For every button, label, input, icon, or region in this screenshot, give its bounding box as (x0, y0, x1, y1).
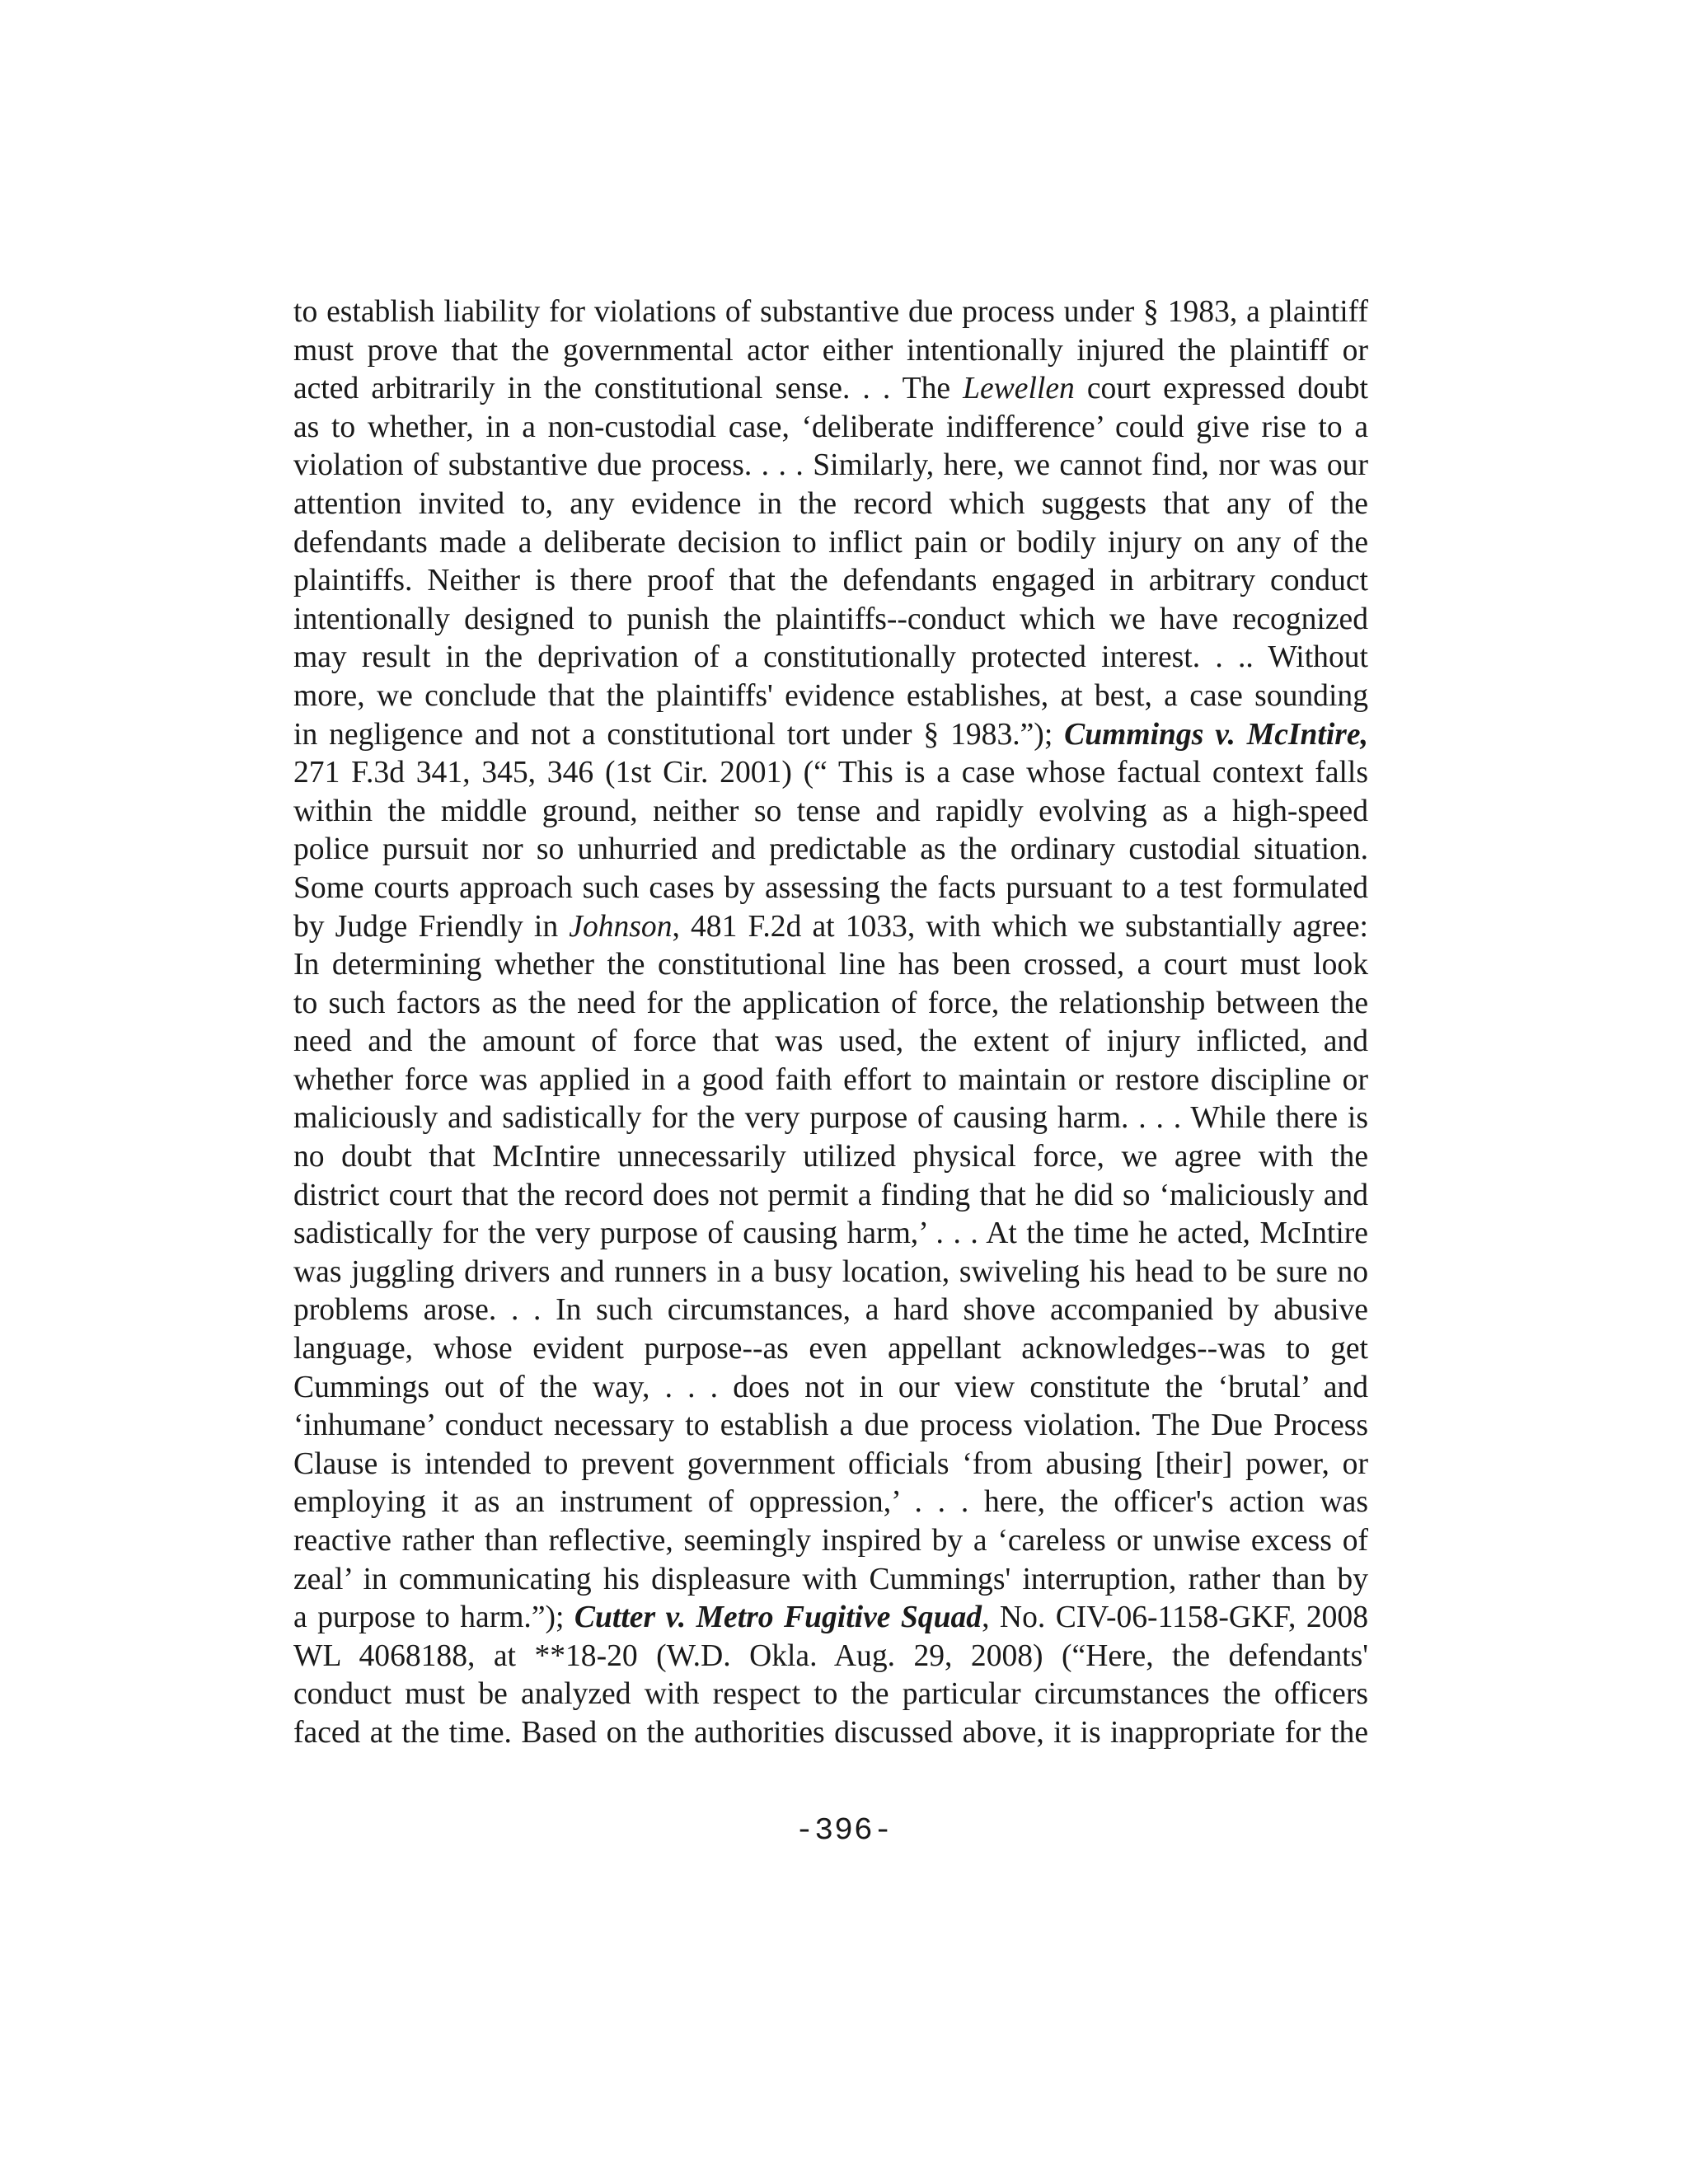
text-line (293, 370, 1368, 409)
text-run: attention invited to, any evidence in the record which suggests that any of the (293, 486, 1368, 521)
text-line (293, 908, 1368, 947)
text-line (293, 1023, 1368, 1062)
text-line (293, 1675, 1368, 1714)
text-run: by Judge Friendly in (293, 909, 570, 944)
text-run: sadistically for the very purpose of causing harm,’ . . . At the time he acted, McIntire (293, 1216, 1368, 1251)
text-run: plaintiffs. Neither is there proof that the defendants engaged in arbitrary conduct (293, 564, 1368, 598)
text-line (293, 1215, 1368, 1254)
text-run: whether force was applied in a good faith effort to maintain or restore discipline or (293, 1062, 1368, 1097)
text-run: , 481 F.2d at 1033, with which we substantially agree: (672, 909, 1368, 944)
text-line (293, 1561, 1368, 1600)
text-run: problems arose. . . In such circumstances, a hard shove accompanied by abusive (293, 1293, 1368, 1328)
text-run: must prove that the governmental actor either intentionally injured the plaintiff or (293, 333, 1368, 368)
text-line (293, 831, 1368, 869)
text-line (293, 1062, 1368, 1100)
text-run: defendants made a deliberate decision to inflict pain or bodily injury on any of the (293, 525, 1368, 560)
text-line (293, 793, 1368, 832)
text-run: as to whether, in a non-custodial case, ‘deliberate indifference’ could give rise to a (293, 410, 1368, 444)
text-run: Cummings out of the way, . . . does not in our view constitute the ‘brutal’ and (293, 1370, 1368, 1404)
text-run: court expressed doubt (1074, 372, 1368, 406)
text-run: to establish liability for violations of substantive due process under § 1983, a plaintiff (293, 295, 1368, 329)
text-line (293, 293, 1368, 332)
text-run: reactive rather than reflective, seemingly inspired by a ‘careless or unwise excess of (293, 1524, 1368, 1558)
text-line (293, 1522, 1368, 1561)
text-run: in negligence and not a constitutional tort under § 1983.”); (293, 717, 1065, 752)
text-run: maliciously and sadistically for the very purpose of causing harm. . . . While there is (293, 1101, 1368, 1136)
text-run: Some courts approach such cases by assessing the facts pursuant to a test formulated (293, 870, 1368, 905)
text-run: , No. CIV-06-1158-GKF, 2008 (982, 1601, 1369, 1635)
text-line (293, 601, 1368, 640)
text-run: district court that the record does not permit a finding that he did so ‘maliciously and (293, 1178, 1368, 1212)
text-run: zeal’ in communicating his displeasure with Cummings' interruption, rather than by (293, 1562, 1368, 1596)
text-run: Clause is intended to prevent government officials ‘from abusing [their] power, or (293, 1446, 1368, 1481)
text-run: a purpose to harm.”); (293, 1601, 574, 1635)
text-run: may result in the deprivation of a constitutionally protected interest. . .. Without (293, 640, 1368, 675)
text-line (293, 946, 1368, 985)
text-line (293, 1599, 1368, 1638)
text-run: more, we conclude that the plaintiffs' evidence establishes, at best, a case sounding (293, 678, 1368, 713)
text-run: employing it as an instrument of oppression,’ . . . here, the officer's action was (293, 1485, 1368, 1520)
text-line (293, 447, 1368, 485)
text-line (293, 1407, 1368, 1446)
text-line (293, 562, 1368, 601)
text-run: ‘inhumane’ conduct necessary to establish a due process violation. The Due Process (293, 1408, 1368, 1443)
text-run: faced at the time. Based on the authorities discussed above, it is inappropriate for the (293, 1715, 1368, 1750)
text-run: WL 4068188, at **18-20 (W.D. Okla. Aug. 29, 2008) (“Here, the defendants' (293, 1638, 1368, 1673)
text-line (293, 1446, 1368, 1484)
text-line (293, 1638, 1368, 1676)
text-run: acted arbitrarily in the constitutional sense. . . The (293, 372, 964, 406)
text-line (293, 1254, 1368, 1292)
case-citation: Cutter v. Metro Fugitive Squad (574, 1601, 982, 1635)
text-line (293, 1714, 1368, 1753)
case-citation: Cummings v. McIntire, (1064, 717, 1368, 752)
text-run: violation of substantive due process. . . . Similarly, here, we cannot find, nor was our (293, 448, 1368, 483)
text-line (293, 1177, 1368, 1216)
text-line (293, 485, 1368, 524)
text-line (293, 716, 1368, 755)
text-run: conduct must be analyzed with respect to the particular circumstances the officers (293, 1677, 1368, 1712)
body-text (293, 293, 1368, 1753)
page-number: -396- (795, 1813, 893, 1849)
text-line (293, 1369, 1368, 1408)
text-run: was juggling drivers and runners in a busy location, swiveling his head to be sure no (293, 1254, 1368, 1289)
text-run: police pursuit nor so unhurried and predictable as the ordinary custodial situation. (293, 832, 1368, 867)
text-line (293, 639, 1368, 677)
text-line (293, 985, 1368, 1024)
text-line (293, 1291, 1368, 1330)
text-run: need and the amount of force that was used, the extent of injury inflicted, and (293, 1024, 1368, 1059)
text-line (293, 1483, 1368, 1522)
text-run: language, whose evident purpose--as even appellant acknowledges--was to get (293, 1332, 1368, 1366)
text-run: intentionally designed to punish the plaintiffs--conduct which we have recognized (293, 602, 1368, 636)
text-run: within the middle ground, neither so tense and rapidly evolving as a high-speed (293, 794, 1368, 828)
text-line (293, 1330, 1368, 1369)
text-line (293, 754, 1368, 793)
text-line (293, 677, 1368, 716)
text-run: In determining whether the constitutional line has been crossed, a court must look (293, 948, 1368, 982)
text-line (293, 1138, 1368, 1177)
text-line (293, 869, 1368, 908)
text-line (293, 524, 1368, 563)
case-name-italic: Johnson (569, 909, 673, 944)
text-line (293, 1099, 1368, 1138)
text-line (293, 409, 1368, 448)
text-line (293, 332, 1368, 371)
text-run: to such factors as the need for the application of force, the relationship between the (293, 986, 1368, 1020)
case-name-italic: Lewellen (963, 372, 1075, 406)
text-run: no doubt that McIntire unnecessarily utilized physical force, we agree with the (293, 1140, 1368, 1174)
text-run: 271 F.3d 341, 345, 346 (1st Cir. 2001) (“ This is a case whose factual context falls (293, 756, 1368, 790)
